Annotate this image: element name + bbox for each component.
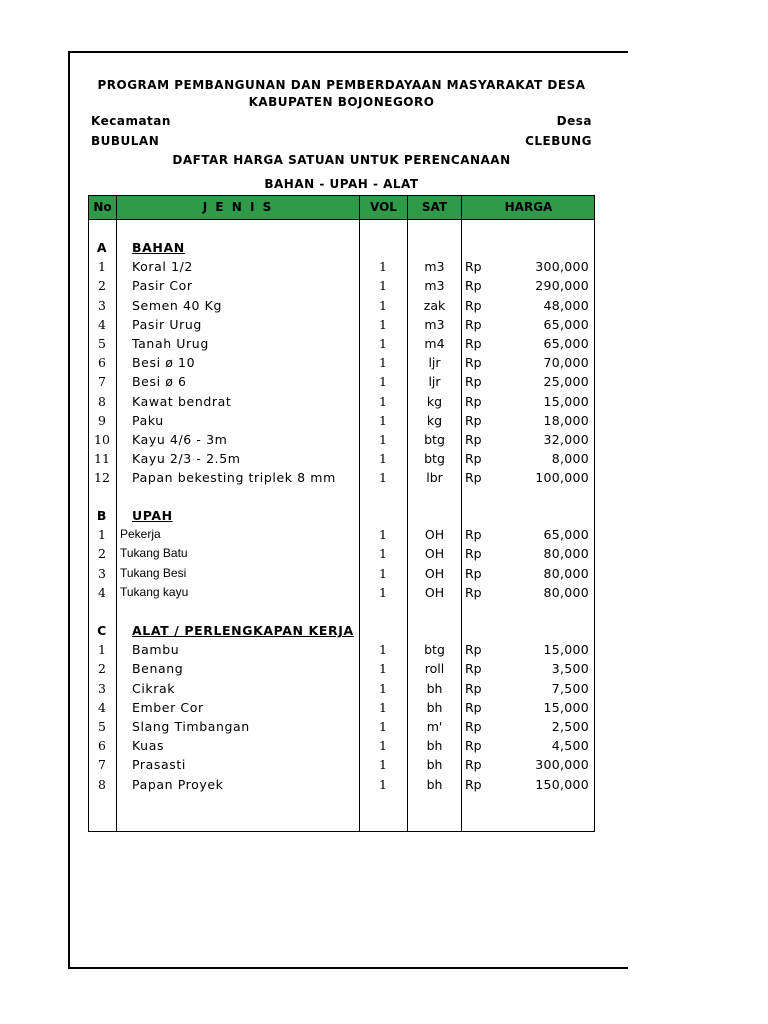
row-price: 300,000 (535, 259, 589, 275)
row-currency: Rp (465, 738, 482, 754)
row-no: 8 (98, 393, 106, 409)
row-currency: Rp (465, 412, 482, 428)
row-currency: Rp (465, 584, 482, 600)
row-sat: bh (426, 680, 443, 696)
col-header-harga: HARGA (504, 200, 553, 214)
row-price: 150,000 (535, 776, 589, 792)
section-code: B (96, 508, 108, 523)
row-name: Semen 40 Kg (132, 297, 222, 313)
row-sat: kg (426, 412, 443, 428)
row-sat: zak (423, 297, 446, 313)
table-row (89, 315, 594, 334)
row-sat: OH (424, 527, 445, 543)
row-sat: btg (424, 451, 445, 467)
row-sat: m4 (424, 336, 445, 351)
row-sat: bh (426, 699, 443, 715)
row-sat: btg (424, 642, 445, 658)
row-vol: 1 (379, 451, 387, 467)
row-currency: Rp (465, 661, 482, 677)
row-vol: 1 (379, 374, 387, 390)
row-vol: 1 (379, 642, 387, 658)
row-price: 80,000 (543, 546, 589, 562)
row-sat: OH (424, 546, 445, 562)
row-no: 11 (94, 451, 110, 467)
row-name: Bambu (132, 642, 180, 658)
table-row (89, 717, 594, 736)
row-price: 7,500 (551, 680, 589, 696)
row-no: 9 (98, 412, 106, 428)
row-sat: m3 (424, 316, 445, 332)
row-currency: Rp (465, 699, 482, 715)
row-vol: 1 (379, 432, 387, 447)
row-sat: bh (426, 757, 443, 773)
document-title: DAFTAR HARGA SATUAN UNTUK PERENCANAAN (172, 153, 511, 167)
row-vol: 1 (379, 393, 387, 409)
row-no: 7 (98, 757, 106, 773)
row-no: 4 (98, 699, 106, 715)
table-row (89, 449, 594, 468)
table-row (89, 372, 594, 391)
row-no: 8 (98, 776, 106, 792)
row-name: Papan bekesting triplek 8 mm (132, 470, 336, 486)
document-subtitle: BAHAN - UPAH - ALAT (264, 177, 419, 191)
price-table (88, 195, 595, 832)
table-row (89, 544, 594, 563)
row-price: 8,000 (551, 451, 589, 467)
row-price: 80,000 (543, 584, 589, 600)
section-code: A (96, 240, 108, 255)
row-vol: 1 (379, 699, 387, 715)
row-no: 3 (98, 297, 106, 313)
row-sat: OH (424, 565, 445, 581)
row-no: 5 (98, 719, 106, 734)
row-price: 70,000 (543, 355, 589, 371)
row-currency: Rp (465, 642, 482, 658)
row-price: 65,000 (543, 527, 589, 543)
row-name: Benang (132, 661, 184, 677)
row-name: Pasir Cor (132, 278, 193, 294)
row-name: Kayu 4/6 - 3m (132, 432, 228, 447)
row-vol: 1 (379, 757, 387, 773)
row-sat: ljr (428, 355, 441, 371)
row-name: Pekerja (120, 527, 161, 542)
row-price: 65,000 (543, 316, 589, 332)
row-sat: bh (426, 738, 443, 754)
row-name: Tukang kayu (120, 584, 189, 599)
desa-label: Desa (556, 114, 592, 128)
row-currency: Rp (465, 680, 482, 696)
row-price: 100,000 (535, 470, 589, 486)
row-vol: 1 (379, 680, 387, 696)
row-no: 4 (98, 316, 106, 332)
row-currency: Rp (465, 451, 482, 467)
row-currency: Rp (465, 297, 482, 313)
row-no: 6 (98, 738, 106, 754)
row-name: Papan Proyek (132, 776, 224, 792)
row-vol: 1 (379, 259, 387, 275)
col-header-no: No (93, 200, 112, 214)
row-sat: roll (424, 661, 445, 677)
row-no: 5 (98, 336, 106, 351)
row-currency: Rp (465, 355, 482, 371)
table-row (89, 411, 594, 430)
row-currency: Rp (465, 776, 482, 792)
row-currency: Rp (465, 565, 482, 581)
row-no: 2 (98, 278, 106, 294)
row-price: 15,000 (543, 642, 589, 658)
table-row (89, 276, 594, 295)
row-vol: 1 (379, 297, 387, 313)
row-currency: Rp (465, 546, 482, 562)
section-header (89, 238, 594, 257)
row-price: 80,000 (543, 565, 589, 581)
row-currency: Rp (465, 336, 482, 351)
row-price: 18,000 (543, 412, 589, 428)
row-currency: Rp (465, 393, 482, 409)
row-name: Pasir Urug (132, 316, 202, 332)
row-price: 65,000 (543, 336, 589, 351)
row-currency: Rp (465, 527, 482, 543)
row-no: 3 (98, 565, 106, 581)
row-vol: 1 (379, 316, 387, 332)
row-price: 32,000 (543, 432, 589, 447)
row-currency: Rp (465, 470, 482, 486)
row-vol: 1 (379, 719, 387, 734)
table-row (89, 755, 594, 774)
row-currency: Rp (465, 278, 482, 294)
col-header-jenis: J E N I S (202, 200, 274, 214)
row-no: 3 (98, 680, 106, 696)
row-no: 6 (98, 355, 106, 371)
row-price: 15,000 (543, 393, 589, 409)
row-currency: Rp (465, 432, 482, 447)
row-price: 25,000 (543, 374, 589, 390)
row-sat: kg (426, 393, 443, 409)
row-no: 1 (98, 527, 106, 543)
table-row (89, 468, 594, 487)
table-row (89, 736, 594, 755)
row-vol: 1 (379, 336, 387, 351)
row-no: 1 (98, 642, 106, 658)
table-row (89, 679, 594, 698)
table-row (89, 257, 594, 276)
row-name: Slang Timbangan (132, 719, 250, 734)
row-sat: m3 (424, 259, 445, 275)
row-vol: 1 (379, 661, 387, 677)
row-name: Kayu 2/3 - 2.5m (132, 451, 241, 467)
row-no: 7 (98, 374, 106, 390)
row-price: 300,000 (535, 757, 589, 773)
row-sat: OH (424, 584, 445, 600)
row-price: 3,500 (551, 661, 589, 677)
col-header-vol: VOL (370, 200, 397, 214)
row-name: Koral 1/2 (132, 259, 193, 275)
row-name: Tanah Urug (132, 336, 209, 351)
row-sat: bh (426, 776, 443, 792)
program-title: PROGRAM PEMBANGUNAN DAN PEMBERDAYAAN MASYARAKAT DESA (97, 78, 586, 92)
table-row (89, 392, 594, 411)
row-name: Paku (132, 412, 164, 428)
section-title: ALAT / PERLENGKAPAN KERJA (132, 623, 354, 638)
section-title: UPAH (132, 508, 173, 523)
row-name: Besi ø 6 (132, 374, 187, 390)
row-vol: 1 (379, 584, 387, 600)
row-no: 2 (98, 546, 106, 562)
table-row (89, 775, 594, 794)
row-name: Cikrak (132, 680, 176, 696)
row-vol: 1 (379, 470, 387, 486)
kecamatan-value: BUBULAN (91, 134, 160, 148)
row-sat: m3 (424, 278, 445, 294)
row-price: 15,000 (543, 699, 589, 715)
row-vol: 1 (379, 278, 387, 294)
row-name: Besi ø 10 (132, 355, 196, 371)
row-price: 2,500 (551, 719, 589, 734)
row-sat: btg (424, 432, 445, 447)
row-name: Tukang Batu (120, 546, 188, 561)
section-header (89, 506, 594, 525)
table-row (89, 430, 594, 449)
row-vol: 1 (379, 546, 387, 562)
kabupaten-title: KABUPATEN BOJONEGORO (248, 95, 435, 109)
row-sat: lbr (426, 470, 443, 486)
table-row (89, 583, 594, 602)
desa-value: CLEBUNG (525, 134, 592, 148)
row-name: Prasasti (132, 757, 186, 773)
table-row (89, 698, 594, 717)
row-name: Kuas (132, 738, 165, 754)
row-no: 1 (98, 259, 106, 275)
row-price: 48,000 (543, 297, 589, 313)
row-no: 2 (98, 661, 106, 677)
table-row (89, 525, 594, 544)
row-vol: 1 (379, 355, 387, 371)
row-no: 4 (98, 584, 106, 600)
row-price: 4,500 (551, 738, 589, 754)
row-vol: 1 (379, 738, 387, 754)
row-currency: Rp (465, 757, 482, 773)
col-header-sat: SAT (421, 200, 448, 214)
table-row (89, 659, 594, 678)
row-sat: m' (426, 719, 443, 734)
row-vol: 1 (379, 527, 387, 543)
row-vol: 1 (379, 565, 387, 581)
table-row (89, 296, 594, 315)
row-currency: Rp (465, 259, 482, 275)
section-header (89, 621, 594, 640)
section-title: BAHAN (132, 240, 185, 255)
table-row (89, 564, 594, 583)
row-vol: 1 (379, 776, 387, 792)
row-vol: 1 (379, 412, 387, 428)
row-sat: ljr (428, 374, 441, 390)
row-no: 10 (94, 432, 110, 447)
kecamatan-label: Kecamatan (91, 114, 171, 128)
row-price: 290,000 (535, 278, 589, 294)
row-no: 12 (94, 470, 110, 486)
row-name: Tukang Besi (120, 565, 187, 580)
row-currency: Rp (465, 374, 482, 390)
row-currency: Rp (465, 316, 482, 332)
table-row (89, 353, 594, 372)
row-name: Ember Cor (132, 699, 204, 715)
table-row (89, 640, 594, 659)
table-row (89, 334, 594, 353)
section-code: C (97, 623, 107, 638)
row-currency: Rp (465, 719, 482, 734)
row-name: Kawat bendrat (132, 393, 232, 409)
